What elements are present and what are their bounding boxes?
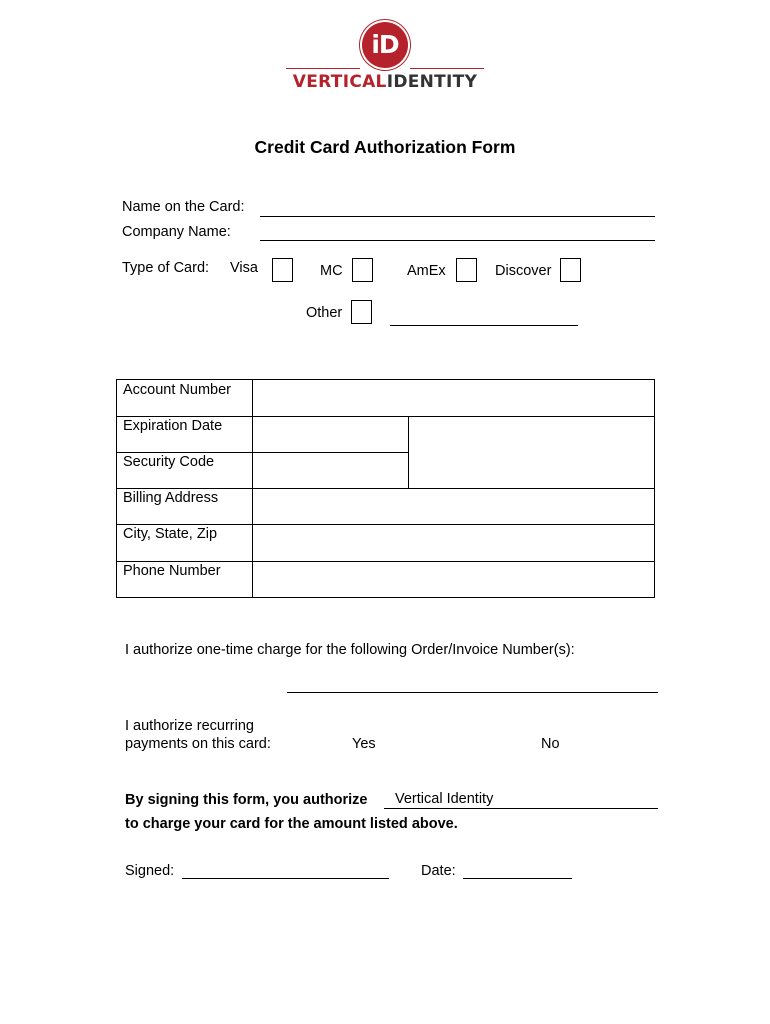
other-checkbox[interactable] bbox=[351, 300, 372, 324]
signature-field[interactable] bbox=[182, 878, 389, 879]
invoice-number-field[interactable] bbox=[287, 692, 658, 693]
account-number-label: Account Number bbox=[123, 382, 231, 398]
logo-wordmark bbox=[285, 72, 485, 92]
recurring-text-line1: I authorize recurring bbox=[125, 718, 254, 734]
mc-checkbox[interactable] bbox=[352, 258, 373, 282]
company-name-field[interactable] bbox=[260, 240, 655, 241]
table-short-column-edge bbox=[408, 416, 409, 489]
page-title: Credit Card Authorization Form bbox=[254, 137, 516, 157]
account-number-field[interactable] bbox=[253, 380, 654, 416]
logo-monogram: iD bbox=[371, 30, 399, 59]
card-type-mc-label: MC bbox=[320, 263, 343, 279]
logo-word-vertical: VERTICAL bbox=[292, 72, 387, 92]
date-field[interactable] bbox=[463, 878, 572, 879]
logo-rule-right bbox=[410, 68, 484, 69]
one-time-charge-text: I authorize one-time charge for the following Order/Invoice Number(s): bbox=[125, 642, 575, 658]
recurring-yes-option[interactable]: Yes bbox=[352, 736, 376, 752]
discover-checkbox[interactable] bbox=[560, 258, 581, 282]
other-card-type-field[interactable] bbox=[390, 325, 578, 326]
city-state-zip-label: City, State, Zip bbox=[123, 526, 218, 542]
name-on-card-label: Name on the Card: bbox=[122, 199, 245, 215]
type-of-card-label: Type of Card: bbox=[122, 260, 210, 276]
security-code-label: Security Code bbox=[123, 454, 215, 470]
authorized-company-line bbox=[384, 808, 658, 809]
amex-checkbox[interactable] bbox=[456, 258, 477, 282]
card-type-visa-label: Visa bbox=[230, 260, 258, 276]
logo-rule-left bbox=[286, 68, 360, 69]
card-type-amex-label: AmEx bbox=[407, 263, 446, 279]
expiration-date-field[interactable] bbox=[253, 417, 408, 452]
company-name-label: Company Name: bbox=[122, 224, 231, 240]
recurring-text-line2: payments on this card: bbox=[125, 736, 271, 752]
card-type-discover-label: Discover bbox=[495, 263, 552, 279]
name-on-card-field[interactable] bbox=[260, 216, 655, 217]
phone-number-label: Phone Number bbox=[123, 563, 221, 579]
city-state-zip-field[interactable] bbox=[253, 525, 654, 561]
billing-address-field[interactable] bbox=[253, 489, 654, 524]
phone-number-field[interactable] bbox=[253, 562, 654, 597]
card-details-table bbox=[116, 379, 655, 598]
security-code-field[interactable] bbox=[253, 453, 408, 488]
date-label: Date: bbox=[421, 863, 456, 879]
logo-word-identity: IDENTITY bbox=[386, 72, 478, 92]
authorized-company-field[interactable]: Vertical Identity bbox=[395, 791, 494, 807]
card-type-other-label: Other bbox=[306, 305, 343, 321]
signing-authorization-text: By signing this form, you authorize bbox=[125, 792, 368, 808]
charge-statement-text: to charge your card for the amount listed above. bbox=[125, 816, 458, 832]
recurring-no-option[interactable]: No bbox=[541, 736, 560, 752]
expiration-date-label: Expiration Date bbox=[123, 418, 223, 434]
visa-checkbox[interactable] bbox=[272, 258, 293, 282]
billing-address-label: Billing Address bbox=[123, 490, 219, 506]
signed-label: Signed: bbox=[125, 863, 175, 879]
